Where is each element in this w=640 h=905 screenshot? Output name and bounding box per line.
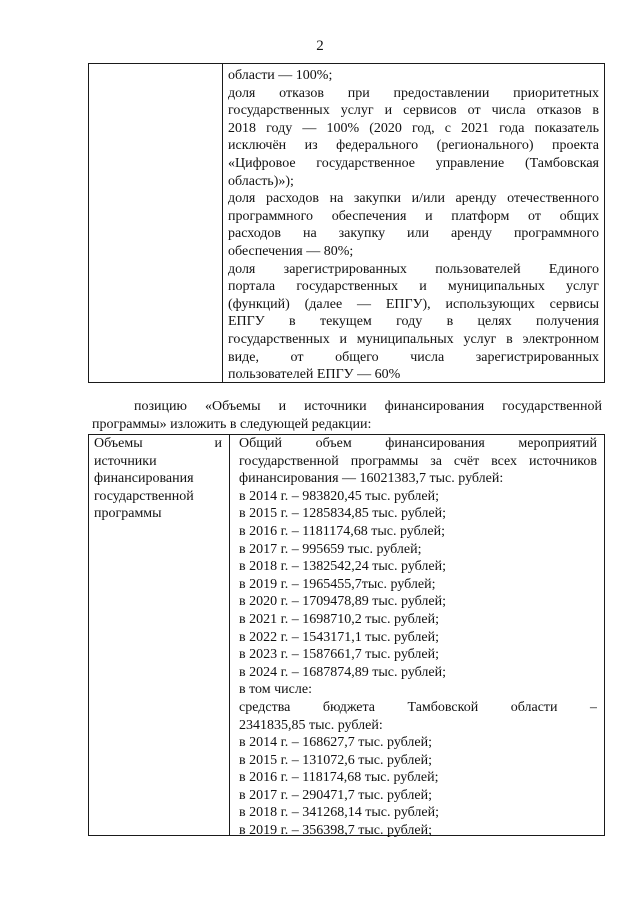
text-line: в 2022 г. – 1543171,1 тыс. рублей; xyxy=(239,629,439,645)
text-line: расходов на закупку или аренду программного xyxy=(228,226,599,242)
text-line: исключён из федерального (регионального) проекта xyxy=(228,138,599,154)
text-line: в 2021 г. – 1698710,2 тыс. рублей; xyxy=(239,611,439,627)
text-line: государственных услуг и сервисов от числа отказов в xyxy=(228,103,599,119)
text-line: область)»); xyxy=(228,173,294,189)
text-line: в 2024 г. – 1687874,89 тыс. рублей; xyxy=(239,664,446,680)
text-line: финансирования xyxy=(94,471,194,487)
text-line: «Цифровое государственное управление (Тамбовская xyxy=(228,155,599,171)
text-line: источники xyxy=(94,453,157,469)
column-divider xyxy=(229,435,230,835)
financing-label-cell xyxy=(94,435,222,523)
text-line: государственной xyxy=(94,488,194,504)
financing-table xyxy=(88,434,605,839)
text-line: в 2020 г. – 1709478,89 тыс. рублей; xyxy=(239,594,446,610)
text-line: ЕПГУ в текущем году в целях получения xyxy=(228,314,599,330)
text-line: 2018 году — 100% (2020 год, с 2021 года показатель xyxy=(228,120,599,136)
text-line: в 2018 г. – 341268,14 тыс. рублей; xyxy=(239,805,439,821)
text-line: в 2017 г. – 290471,7 тыс. рублей; xyxy=(239,787,432,803)
text-line: государственных и муниципальных услуг в электронном xyxy=(228,331,599,347)
text-line: в 2015 г. – 131072,6 тыс. рублей; xyxy=(239,752,432,768)
text-line: в том числе: xyxy=(239,682,312,698)
text-line: доля зарегистрированных пользователей Единого xyxy=(228,261,599,277)
column-divider xyxy=(222,64,223,382)
text-line: в 2016 г. – 118174,68 тыс. рублей; xyxy=(239,770,439,786)
text-line: обеспечения — 80%; xyxy=(228,243,354,259)
text-line: в 2014 г. – 168627,7 тыс. рублей; xyxy=(239,735,432,751)
text-line: в 2015 г. – 1285834,85 тыс. рублей; xyxy=(239,506,446,522)
text-line: позицию «Объемы и источники финансирования государственной xyxy=(134,399,602,414)
page-number: 2 xyxy=(316,38,324,54)
text-line: в 2014 г. – 983820,45 тыс. рублей; xyxy=(239,488,439,504)
text-line: портала государственных и муниципальных услуг xyxy=(228,279,599,295)
financing-values-cell xyxy=(239,435,597,840)
continuation-table xyxy=(88,63,605,383)
text-line: программы xyxy=(94,506,162,522)
text-line: виде, от общего числа зарегистрированных xyxy=(228,349,599,365)
text-line: Общий объем финансирования мероприятий xyxy=(239,436,597,451)
text-line: финансирования — 16021383,7 тыс. рублей: xyxy=(239,471,504,487)
text-line: государственной программы за счёт всех источников xyxy=(239,453,597,469)
amendment-paragraph xyxy=(92,398,602,434)
text-line: (функций) (далее — ЕПГУ), использующих сервисы xyxy=(228,296,599,312)
text-line: пользователей ЕПГУ — 60% xyxy=(228,367,401,383)
text-line: программного обеспечения и платформ от общих xyxy=(228,208,599,224)
text-line: Объемы и xyxy=(94,436,222,451)
text-line: в 2023 г. – 1587661,7 тыс. рублей; xyxy=(239,647,439,663)
text-line: в 2017 г. – 995659 тыс. рублей; xyxy=(239,541,422,557)
text-line: 2341835,85 тыс. рублей: xyxy=(239,717,383,733)
text-line: в 2016 г. – 1181174,68 тыс. рублей; xyxy=(239,523,445,539)
text-line: доля расходов на закупки и/или аренду отечественного xyxy=(228,191,599,207)
indicators-cell xyxy=(228,67,599,384)
text-line: в 2019 г. – 356398,7 тыс. рублей; xyxy=(239,823,432,839)
text-line: в 2018 г. – 1382542,24 тыс. рублей; xyxy=(239,559,446,575)
text-line: программы» изложить в следующей редакции: xyxy=(92,417,372,432)
text-line: области — 100%; xyxy=(228,68,333,83)
text-line: в 2019 г. – 1965455,7тыс. рублей; xyxy=(239,576,436,592)
text-line: доля отказов при предоставлении приоритетных xyxy=(228,85,599,101)
text-line: средства бюджета Тамбовской области – xyxy=(239,699,597,715)
